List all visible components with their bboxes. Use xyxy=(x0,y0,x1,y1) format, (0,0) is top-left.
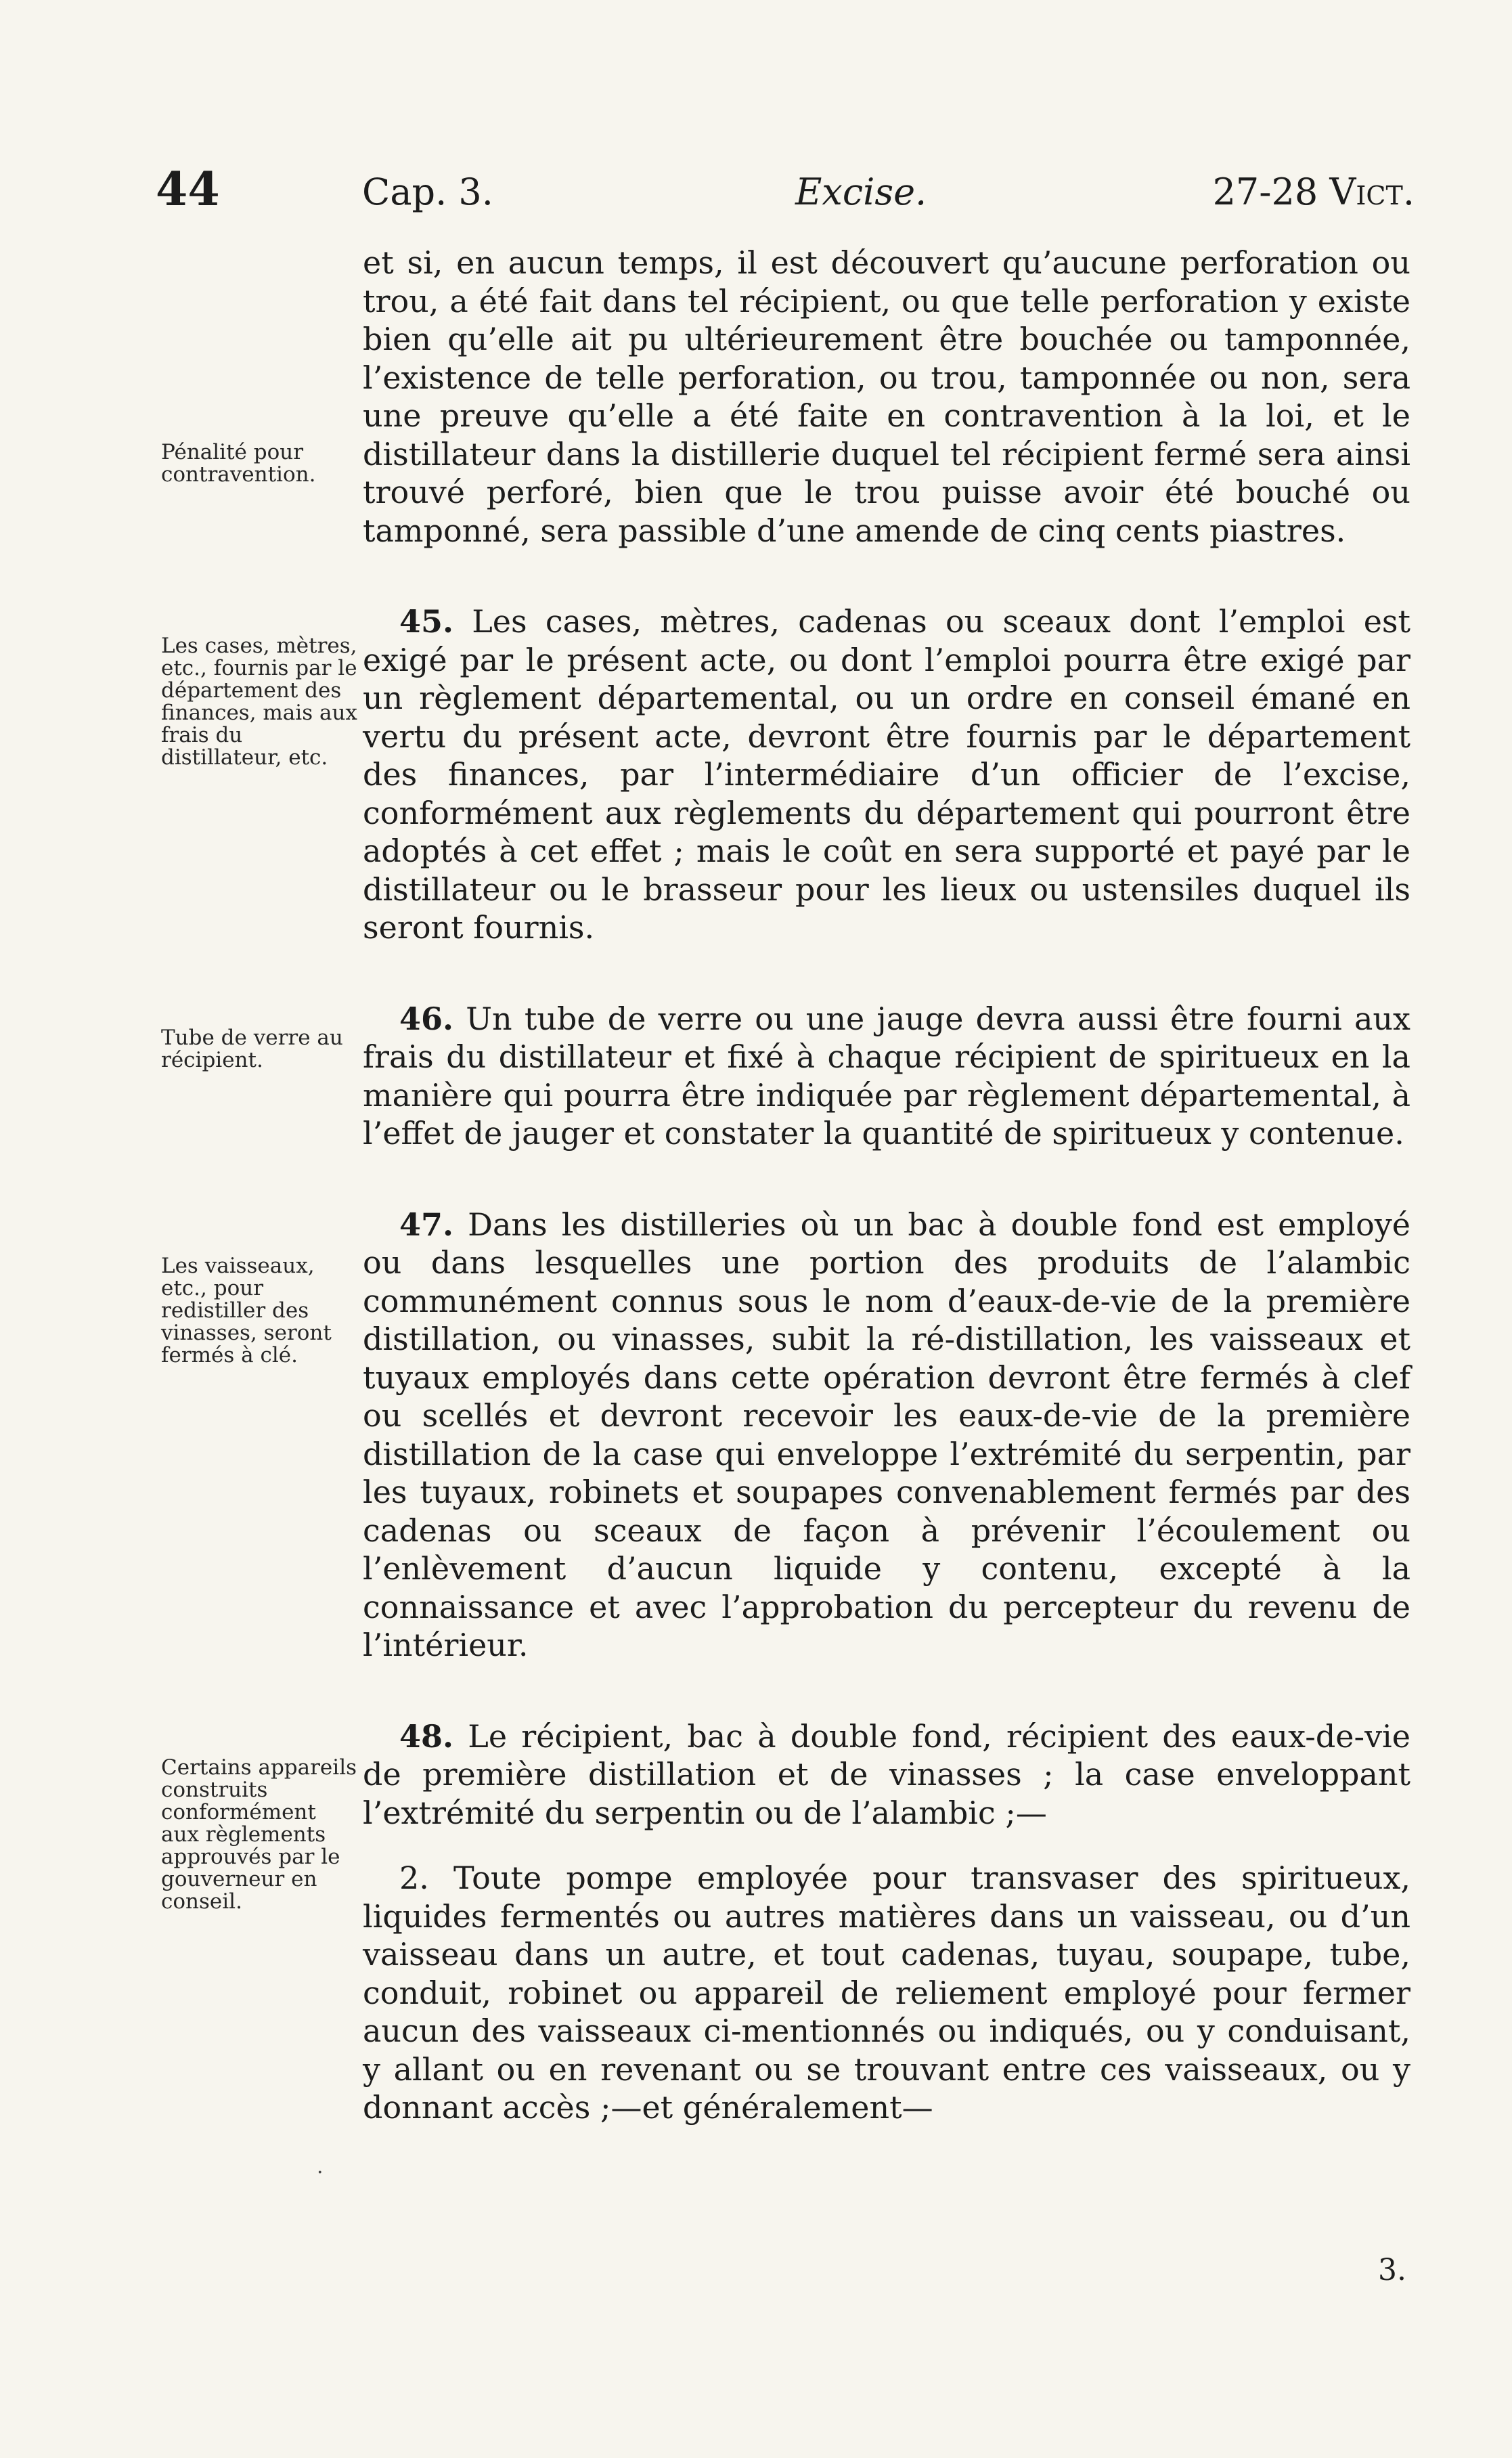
subsection-2 xyxy=(363,1859,1410,2127)
margin-note-penalty: Pénalité pour contravention. xyxy=(161,440,316,487)
section-46 xyxy=(363,1000,1410,1153)
margin-note-tube: Tube de verre au récipient. xyxy=(161,1026,343,1072)
main-text xyxy=(363,244,1410,2127)
section-47 xyxy=(363,1206,1410,1665)
margin-note-appareils: Certains appareils construits conformément aux règlements approuvés par le gouverneur en conseil. xyxy=(161,1755,357,1914)
header-title: Excise. xyxy=(795,171,927,213)
section-number: 45. xyxy=(399,603,454,640)
signature-mark: 3. xyxy=(1378,2253,1406,2287)
chapter-label: Cap. 3. xyxy=(362,171,493,213)
intro-paragraph: et si, en aucun temps, il est découvert qu’aucune perforation ou trou, a été fait dans tel récipient, ou que telle perforation y existe bien qu’elle ait pu ultérieurement être bouchée ou tamponnée, l’existence de telle perforation, ou trou, tamponnée ou non, sera une preuve qu’elle a été faite en contravention à la loi, et le distillateur dans la distillerie duquel tel récipient fermé sera ainsi trouvé perforé, bien que le trou puisse avoir été bouché ou tamponné, sera passible d’une amende de cinq cents piastres. xyxy=(363,244,1410,549)
page-number: 44 xyxy=(156,162,220,217)
header-year: 27-28 Vict. xyxy=(1212,171,1415,213)
section-number: 46. xyxy=(399,1000,454,1037)
section-text: Un tube de verre ou une jauge devra aussi être fourni aux frais du distillateur et fixé à chaque récipient de spiritueux en la manière qui pourra être indiquée par règlement départemental, à l’effet de jauger et constater la quantité de spiritueux y contenue. xyxy=(363,1000,1410,1151)
stray-mark: · xyxy=(317,2161,324,2185)
section-text: Le récipient, bac à double fond, récipient des eaux-de-vie de première distillation et de vinasses ; la case enveloppant l’extrémité du serpentin ou de l’alambic ;— xyxy=(363,1717,1410,1831)
section-48 xyxy=(363,1717,1410,1832)
subsection-number: 2. xyxy=(399,1860,429,1896)
section-number: 47. xyxy=(399,1206,454,1243)
margin-note-cases: Les cases, mètres, etc., fournis par le département des finances, mais aux frais du distillateur, etc. xyxy=(161,634,357,770)
section-number: 48. xyxy=(399,1717,454,1755)
section-text: Dans les distilleries où un bac à double fond est employé ou dans lesquelles une portion des produits de l’alambic communément connus sous le nom d’eaux-de-vie de la première distillation, ou vinasses, subit la ré-distillation, les vaisseaux et tuyaux employés dans cette opération devront être fermés à clef ou scellés et devront recevoir les eaux-de-vie de la première distillation de la case qui enveloppe l’extrémité du serpentin, par les tuyaux, robinets et soupapes convenablement fermés par des cadenas ou sceaux de façon à prévenir l’écoulement ou l’enlèvement d’aucun liquide y contenu, excepté à la connaissance et avec l’approbation du percepteur du revenu de l’intérieur. xyxy=(363,1206,1410,1663)
section-45 xyxy=(363,602,1410,947)
running-header xyxy=(156,162,1415,223)
section-text: Les cases, mètres, cadenas ou sceaux dont l’emploi est exigé par le présent acte, ou dont l’emploi pourra être exigé par un règlement départemental, ou un ordre en conseil émané en vertu du présent acte, devront être fournis par le département des finances, par l’intermédiaire d’un officier de l’excise, conformément aux règlements du département qui pourront être adoptés à cet effet ; mais le coût en sera supporté et payé par le distillateur ou le brasseur pour les lieux ou ustensiles duquel ils seront fournis. xyxy=(363,603,1411,946)
subsection-text: Toute pompe employée pour transvaser des spiritueux, liquides fermentés ou autres matières dans un vaisseau, ou d’un vaisseau dans un autre, et tout cadenas, tuyau, soupape, tube, conduit, robinet ou appareil de reliement employé pour fermer aucun des vaisseaux ci-mentionnés ou indiqués, ou y conduisant, y allant ou en revenant ou se trouvant entre ces vaisseaux, ou y donnant accès ;—et généralement— xyxy=(363,1860,1411,2126)
margin-note-vaisseaux: Les vaisseaux, etc., pour redistiller des vinasses, seront fermés à clé. xyxy=(161,1254,332,1367)
